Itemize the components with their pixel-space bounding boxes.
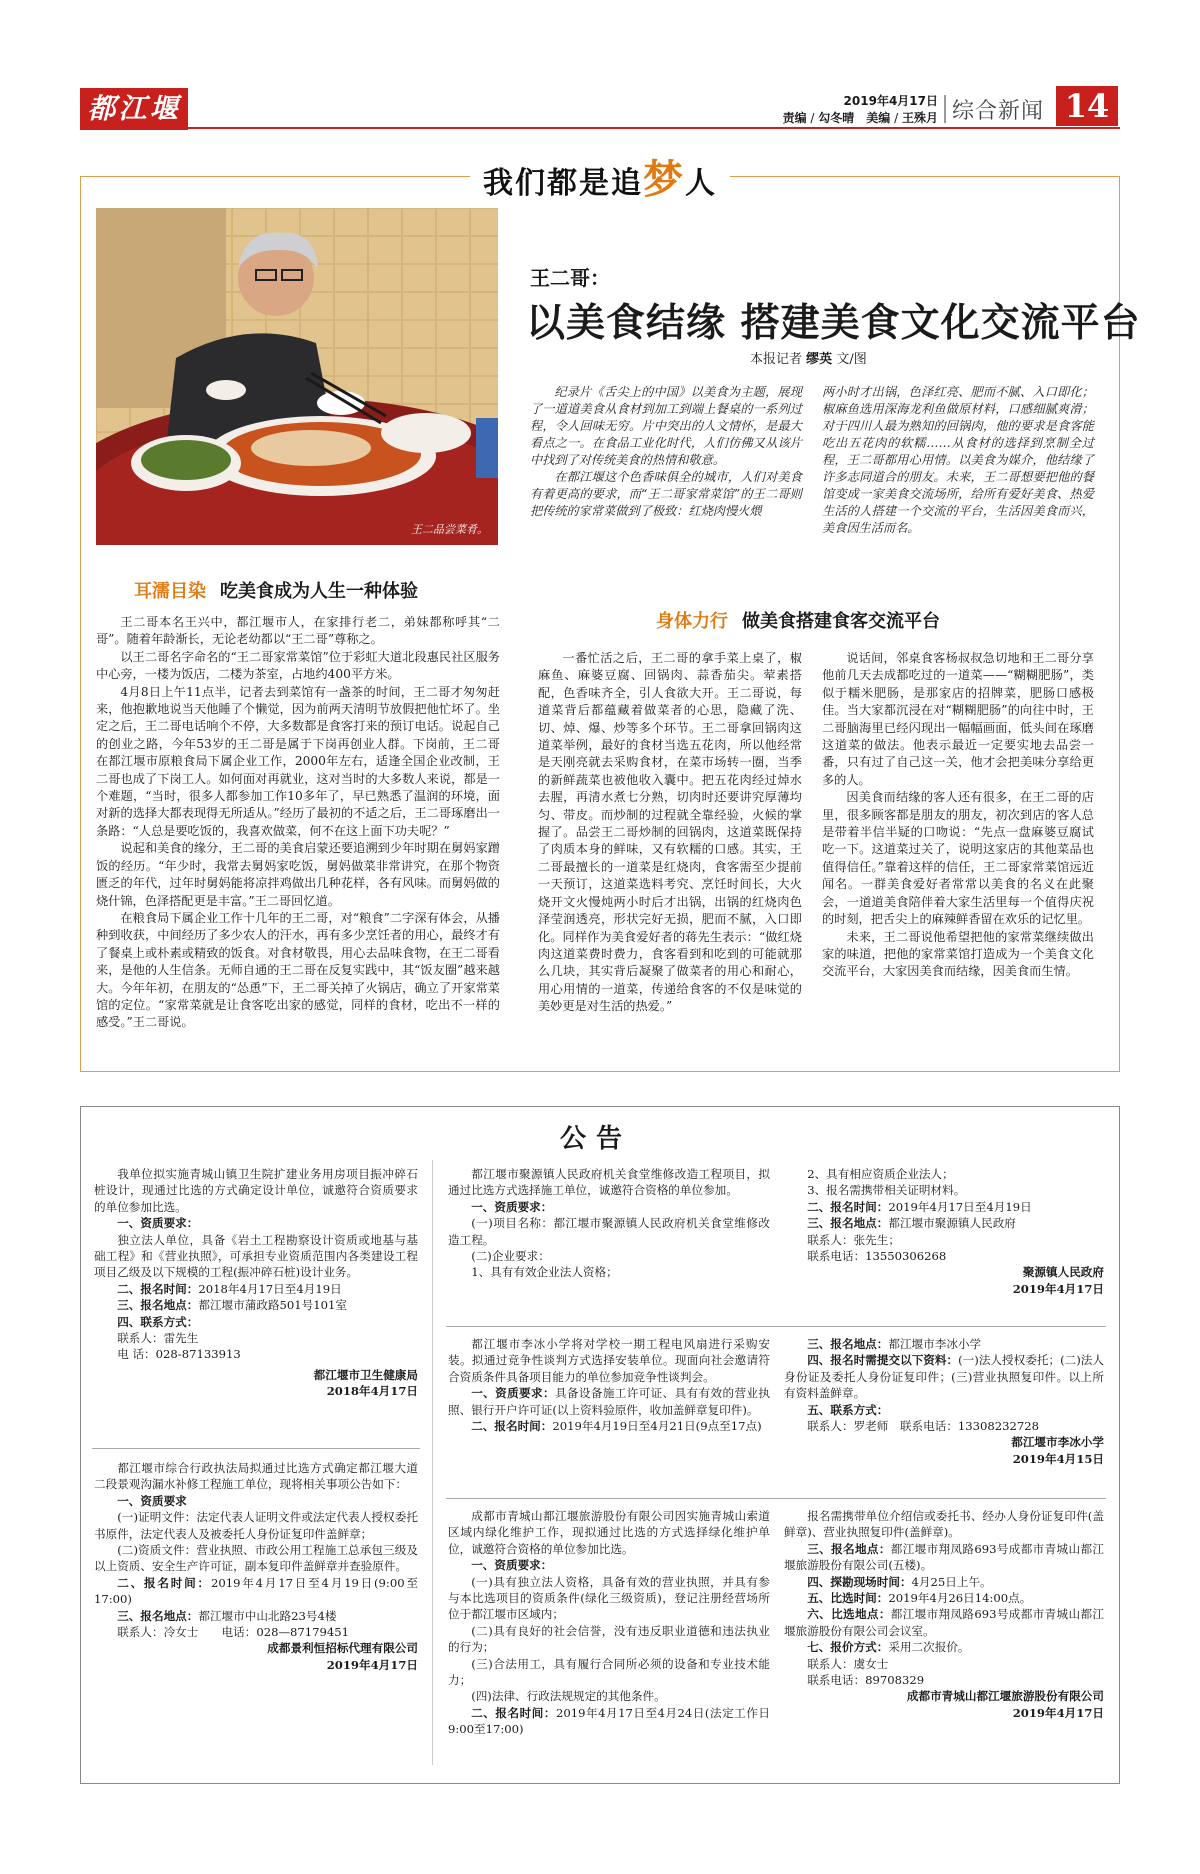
notice-text: 五、比选时间：2019年4月26日14:00点。	[807, 1591, 1032, 1606]
notice-date: 2018年4月17日	[326, 1384, 418, 1399]
body-paragraph: 说话间，邻桌食客杨叔叔急切地和王二哥分享他前几天去成都吃过的一道菜——“糊糊肥肠”，类似于糯米肥肠，是那家店的招牌菜，肥肠口感极佳。当大家都沉浸在对“糊糊肥肠”的向往中时，王二哥脑海里已经闪现出一幅幅画面，低头间在琢磨这道菜的做法。他表示最近一定要实地去品尝一番，只有过了自己这一关，他才会把美味分享给更多的人。	[822, 651, 1094, 787]
notice-juyuan-left	[448, 1166, 770, 1281]
notice-text: 二、报名时间：2019年4月17日至4月19日	[807, 1199, 1032, 1214]
photo-caption: 王二品尝菜肴。	[411, 523, 488, 536]
notice-juyuan-right	[784, 1166, 1104, 1297]
notice-qingcheng-left	[448, 1508, 770, 1738]
issue-date: 2019年4月17日	[843, 94, 938, 108]
notice-text: 三、报名地点：都江堰市蒲政路501号101室	[117, 1298, 347, 1313]
lead-left	[530, 384, 802, 520]
notice-divider	[432, 1160, 433, 1765]
body-paragraph: 在粮食局下属企业工作十几年的王二哥，对“粮食”二字深有体会，从播种到收获，中间经历了多少农人的汗水，再有多少烹饪者的用心，最终才有了餐桌上或朴素或精致的饭食。对食材敬畏，用心去品味食物，在王二哥看来，是他的人生信条。无师自通的王二哥在反复实践中，其“饭友圈”越来越大。今年年初，在朋友的“怂恿”下，王二哥关掉了火锅店，确立了开家常菜馆的定位。“家常菜就是让食客吃出家的感觉，同样的食材，吃出不一样的感受。”王二哥说。	[96, 910, 500, 1030]
notice-text: 二、报名时间：2019年4月17日至4月19日(9:00至17:00)	[94, 1575, 418, 1607]
body-paragraph: 未来，王二哥说他希望把他的家常菜继续做出家的味道，把他的家常菜馆打造成为一个美食文化交流平台，大家因美食而结缘，因美食而生情。	[822, 929, 1094, 979]
notice-signature: 都江堰市李冰小学	[1011, 1435, 1104, 1450]
notice-contact: 联系人：雷先生	[117, 1331, 199, 1346]
notice-heading: 五、联系方式：	[807, 1402, 889, 1417]
notice-signature: 成都景利恒招标代理有限公司	[267, 1641, 418, 1656]
feature-headline: 以美食结缘 搭建美食文化交流平台	[526, 301, 1141, 346]
notice-law-enforcement	[94, 1460, 418, 1673]
feature-banner	[470, 150, 730, 210]
notice-phone: 联系电话：13550306268	[807, 1249, 947, 1264]
notice-date: 2019年4月17日	[1012, 1281, 1104, 1296]
body-paragraph: 4月8日上午11点半，记者去到菜馆有一盏茶的时间，王二哥才匆匆赶来，他抱歉地说当天他睡了个懒觉，因为前两天清明节放假把他忙坏了。坐定之后，王二哥电话响个不停，大多数都是食客打来的预订电话。说起自己的创业之路，今年53岁的王二哥是属于下岗再创业人群。下岗前，王二哥在都江堰市原粮食局下属企业工作，2000年左右，适逢全国企业改制，王二哥也成了下岗工人。如何面对再就业，这对当时的大多数人来说，都是一个难题，“当时，很多人都参加工作10多年了，早已熟悉了温润的环境，面对新的选择大都表现得无所适从。”经历了最初的不适之后，王二哥琢磨出一条路：“人总是要吃饭的，我喜欢做菜，何不在这上面下功夫呢？”	[96, 684, 500, 838]
notice-text: 六、比选地点：都江堰市翔凤路693号成都市青城山都江堰旅游股份有限公司会议室。	[784, 1607, 1104, 1638]
notice-text: (四)法律、行政法规规定的其他条件。	[471, 1689, 666, 1704]
notice-text: 独立法人单位，具备《岩土工程勘察设计资质或地基与基础工程》和《营业执照》，可承担专业资质范围内各类建设工程项目乙级及以下规模的工程(振冲碎石桩)设计业务。	[94, 1232, 418, 1280]
notice-qingcheng-right	[784, 1508, 1104, 1721]
editor-credits: 责编 / 勾冬晴 美编 / 王殊月	[782, 111, 938, 125]
lead-paragraph: 在都江堰这个色香味俱全的城市，人们对美食有着更高的要求，而“王二哥家常菜馆”的王二哥则把传统的家常菜做到了极致：红烧肉慢火煨	[530, 470, 802, 518]
body-paragraph: 一番忙活之后，王二哥的拿手菜上桌了，椒麻鱼、麻婆豆腐、回锅肉、蒜香茄尖。荤素搭配，色香味齐全，引人食欲大开。王二哥说，每道菜背后都蕴藏着做菜者的心思，隐藏了洗、切、焯、爆、炒等多个环节。王二哥拿回锅肉这道菜举例，最好的食材当选五花肉，所以他经常是天刚亮就去采购食材，在菜市场转一圈，当季的新鲜蔬菜也被他收入囊中。把五花肉经过焯水去腥，再清水煮七分熟，切肉时还要讲究厚薄均匀、带皮。而炒制的过程就全靠经验，火候的掌握了。品尝王二哥炒制的回锅肉，这道菜既保持了肉质本身的鲜味，又有软糯的口感。其实，王二哥最擅长的一道菜是红烧肉，食客需至少提前一天预订，这道菜选料考究、烹饪时间长，大火烧开文火慢炖两小时后才出锅，出锅的红烧肉色泽莹润透亮，形状完好无损，肥而不腻，入口即化。同样作为美食爱好者的蒋先生表示：“做红烧肉这道菜费时费力，食客看到和吃到的可能就那么几块，其实背后凝聚了做菜者的用心和耐心，用心用情的一道菜，传递给食客的不仅是味觉的美妙更是对生活的热爱。”	[538, 651, 802, 1014]
page-number: 14	[1056, 86, 1118, 126]
notice-text: 三、报名地点：都江堰市中山北路23号4楼	[117, 1608, 337, 1623]
notice-intro: 都江堰市李冰小学将对学校一期工程电风扇进行采购安装。拟通过竞争性谈判方式选择安装单位。现面向社会邀请符合资质条件具备项目能力的单位参加竞争性谈判会。	[448, 1337, 770, 1384]
notice-signature: 聚源镇人民政府	[1022, 1265, 1104, 1280]
notice-text: 四、探勘现场时间：4月25日上午。	[807, 1574, 992, 1589]
notice-phone: 电 话：028-87133913	[117, 1347, 241, 1362]
section-name: 综合新闻	[952, 99, 1045, 124]
header-rule	[80, 127, 1120, 129]
notice-text: 二、报名时间：2018年4月17日至4月19日	[117, 1281, 342, 1296]
lead-paragraph: 两小时才出锅，色泽红亮、肥而不腻、入口即化；椒麻鱼选用深海龙利鱼做原材料，口感细腻爽滑；对于四川人最为熟知的回锅肉，他的要求是食客能吃出五花肉的软糯……从食材的选择到烹制全过程，王二哥都用心用情。以美食为媒介，他结缘了许多志同道合的朋友。未来，王二哥想要把他的餐馆变成一家美食交流场所，给所有爱好美食、热爱生活的人搭建一个交流的平台，生活因美食而兴，美食因生活而名。	[822, 385, 1094, 535]
section2-body-right	[822, 650, 1094, 981]
notice-contact: 联系人：冷女士 电话：028—87179451	[117, 1625, 350, 1640]
notice-heading: 一、资质要求：	[471, 1199, 553, 1214]
notice-health-bureau	[94, 1166, 418, 1400]
notice-libing-left	[448, 1336, 770, 1434]
notice-text: 二、报名时间：2019年4月17日至4月24日(法定工作日9:00至17:00)	[448, 1705, 770, 1737]
notice-heading: 四、联系方式：	[117, 1314, 199, 1329]
section1-subhead: 耳濡目染 吃美食成为人生一种体验	[134, 581, 418, 602]
notice-divider	[92, 1448, 420, 1449]
notice-text: 二、报名时间：2019年4月19日至4月21日(9点至17点)	[471, 1419, 762, 1434]
header-divider	[944, 95, 946, 123]
notice-text: (二)企业要求：	[471, 1249, 550, 1264]
banner-title: 我们都是追梦人	[483, 157, 717, 203]
notice-text: (二)资质文件：营业执照、市政公用工程施工总承包三级及以上资质、安全生产许可证，副本复印件盖鲜章并查验原件。	[94, 1543, 418, 1574]
body-paragraph: 以王二哥名字命名的“王二哥家常菜馆”位于彩虹大道北段惠民社区服务中心旁，一楼为饭店，二楼为茶室，占地约400平方米。	[96, 649, 500, 682]
photo-illustration	[96, 208, 498, 545]
notice-text: 一、资质要求：具备设备施工许可证、具有有效的营业执照、银行开户许可证(以上资料验原件，收加盖鲜章复印件)。	[448, 1386, 770, 1417]
section2-body-left	[538, 650, 802, 1016]
notice-date: 2019年4月17日	[1012, 1705, 1104, 1720]
notice-intro: 成都市青城山都江堰旅游股份有限公司因实施青城山索道区域内绿化维护工作，现拟通过比选的方式选择绿化维护单位，诚邀符合资格的单位参加比选。	[448, 1509, 770, 1556]
notice-signature: 都江堰市卫生健康局	[313, 1367, 418, 1382]
notice-intro: 都江堰市聚源镇人民政府机关食堂维修改造工程项目，拟通过比选方式选择施工单位，诚邀符合资格的单位参加。	[448, 1167, 770, 1198]
body-paragraph: 因美食而结缘的客人还有很多，在王二哥的店里，很多顾客都是朋友的朋友，初次到店的客人总是带着半信半疑的口吻说：“先点一盘麻婆豆腐试吃一下。这道菜过关了，说明这家店的其他菜品也值得信任。”靠着这样的信任，王二哥家常菜馆远近闻名。一群美食爱好者常常以美食的名义在此聚会，一道道美食陪伴着大家生活里每一个值得庆祝的时刻，把舌尖上的麻辣鲜香留在欢乐的记忆里。	[822, 790, 1094, 927]
notice-text: 2、具有相应资质企业法人；	[807, 1167, 954, 1181]
section2-subhead: 身体力行 做美食搭建食客交流平台	[656, 611, 940, 632]
notice-text: (一)具有独立法人资格，具备有效的营业执照，并具有参与本比选项目的资质条件(绿化三级资质)，登记注册经营场所位于都江堰市区域内；	[448, 1574, 770, 1622]
notice-intro: 都江堰市综合行政执法局拟通过比选方式确定都江堰大道二段景观沟漏水补修工程施工单位，现将相关事项公告如下：	[94, 1461, 418, 1492]
notice-text: 三、报名地点：都江堰市聚源镇人民政府	[807, 1216, 1016, 1231]
notice-text: 三、报名地点：都江堰市翔凤路693号成都市青城山都江堰旅游股份有限公司(五楼)。	[784, 1541, 1104, 1573]
notice-text: 四、报名时需提交以下资料：(一)法人授权委托；(二)法人身份证及委托人身份证复印件；(三)营业执照复印件。以上所有资料盖鲜章。	[784, 1353, 1104, 1401]
notice-text: (二)具有良好的社会信誉，没有违反职业道德和违法执业的行为；	[448, 1623, 770, 1655]
notice-heading: 一、资质要求：	[471, 1558, 553, 1573]
notice-text: 3、报名需携带相关证明材料。	[807, 1183, 966, 1198]
notice-date: 2019年4月15日	[1012, 1451, 1104, 1466]
notice-contact: 联系人：罗老师 联系电话：13308232728	[807, 1419, 1040, 1434]
notice-text: (一)项目名称：都江堰市聚源镇人民政府机关食堂维修改造工程。	[448, 1216, 770, 1247]
body-paragraph: 王二哥本名王兴中，都江堰市人，在家排行老二，弟妹都称呼其“二哥”。随着年龄渐长，无论老幼都以“王二哥”尊称之。	[96, 615, 500, 647]
notice-phone: 联系电话：89708329	[807, 1673, 925, 1688]
byline: 本报记者 缪英 文/图	[750, 352, 867, 367]
notice-contact: 联系人：张先生；	[807, 1232, 900, 1247]
notice-text: (三)合法用工，具有履行合同所必须的设备和专业技术能力；	[448, 1656, 770, 1688]
notice-intro: 我单位拟实施青城山镇卫生院扩建业务用房项目振冲碎石桩设计，现通过比选的方式确定设计单位，诚邀符合资质要求的单位参加比选。	[94, 1167, 418, 1214]
section1-body	[96, 614, 500, 1032]
feature-kicker: 王二哥：	[530, 266, 610, 290]
notice-text: (一)证明文件：法定代表人证明文件或法定代表人授权委托书原件，法定代表人及被委托人身份证复印件盖鲜章；	[94, 1510, 418, 1541]
notice-signature: 成都市青城山都江堰旅游股份有限公司	[906, 1689, 1104, 1704]
feature-photo	[96, 208, 498, 545]
notice-text: 报名需携带单位介绍信或委托书、经办人身份证复印件(盖鲜章)、营业执照复印件(盖鲜章)。	[784, 1509, 1104, 1540]
notice-title: 公告	[560, 1124, 633, 1154]
header-meta	[783, 93, 938, 127]
notice-heading: 一、资质要求	[117, 1493, 187, 1508]
notice-contact: 联系人：虞女士	[807, 1656, 889, 1671]
newspaper-logo: 都江堰报	[80, 88, 188, 130]
notice-text: 七、报价方式：采用二次报价。	[807, 1640, 970, 1655]
lead-right	[822, 384, 1094, 537]
notice-libing-right	[784, 1336, 1104, 1467]
notice-divider	[446, 1326, 1106, 1327]
notice-divider	[446, 1498, 1106, 1499]
notice-text: 三、报名地点：都江堰市李冰小学	[807, 1337, 982, 1351]
notice-text: 1、具有有效企业法人资格；	[471, 1265, 618, 1280]
notice-heading: 一、资质要求：	[117, 1216, 199, 1231]
body-paragraph: 说起和美食的缘分，王二哥的美食启蒙还要追溯到少年时期在舅妈家蹭饭的经历。“年少时，我常去舅妈家吃饭，舅妈做菜非常讲究，在那个物资匮乏的年代，过年时舅妈能将凉拌鸡做出几种花样，各有风味。而舅妈做的烧什锦，色泽搭配更是丰富。”王二哥回忆道。	[96, 841, 500, 908]
notice-date: 2019年4月17日	[326, 1657, 418, 1672]
lead-paragraph: 纪录片《舌尖上的中国》以美食为主题，展现了一道道美食从食材到加工到端上餐桌的一系列过程，令人回味无穷。片中突出的人文情怀，是最大看点之一。在食品工业化时代，人们仿佛又从该片中找到了对传统美食的热情和敬意。	[530, 385, 802, 467]
